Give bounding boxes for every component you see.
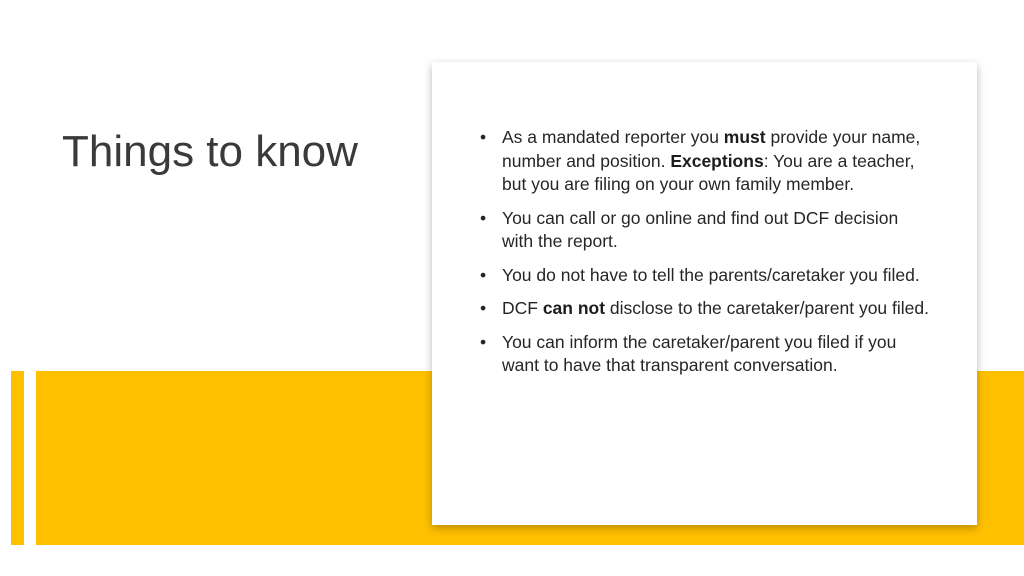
bullet-segment: : You are a teacher, but you are filing on your own family member. — [502, 150, 915, 194]
bullet-segment: You can inform the caretaker/parent you filed if you want to have that transparent conversation. — [502, 331, 897, 375]
bullet-item — [480, 331, 930, 378]
bullet-emphasis: can not — [542, 298, 606, 318]
bullet-emphasis: must — [723, 127, 766, 147]
bullet-icon: • — [480, 207, 487, 228]
bullet-segment: provide your name, number and position. — [502, 127, 921, 171]
bullet-text — [502, 208, 898, 252]
bullet-segment: You can call or go online and find out DCF decision with the report. — [502, 207, 899, 251]
bullet-segment: DCF — [502, 298, 543, 318]
bullet-segment: As a mandated reporter you — [502, 127, 724, 147]
bullet-icon: • — [480, 331, 487, 352]
bullet-emphasis: Exceptions — [670, 150, 764, 171]
accent-stripe — [11, 371, 24, 545]
bullet-text — [502, 265, 920, 285]
bullet-icon: • — [480, 298, 487, 318]
bullet-text — [502, 332, 896, 376]
content-card — [432, 62, 977, 525]
bullet-text — [502, 127, 920, 194]
bullet-segment: You do not have to tell the parents/caretaker you filed. — [502, 264, 920, 285]
bullet-item — [480, 297, 930, 321]
bullet-item — [480, 207, 930, 254]
bullet-icon: • — [480, 127, 487, 147]
bullet-icon: • — [480, 264, 487, 285]
bullet-list — [480, 126, 930, 388]
slide-title: Things to know — [62, 127, 358, 176]
bullet-segment: disclose to the caretaker/parent you filed. — [605, 298, 929, 318]
bullet-item — [480, 126, 930, 197]
bullet-text — [502, 298, 929, 318]
bullet-item — [480, 264, 930, 288]
